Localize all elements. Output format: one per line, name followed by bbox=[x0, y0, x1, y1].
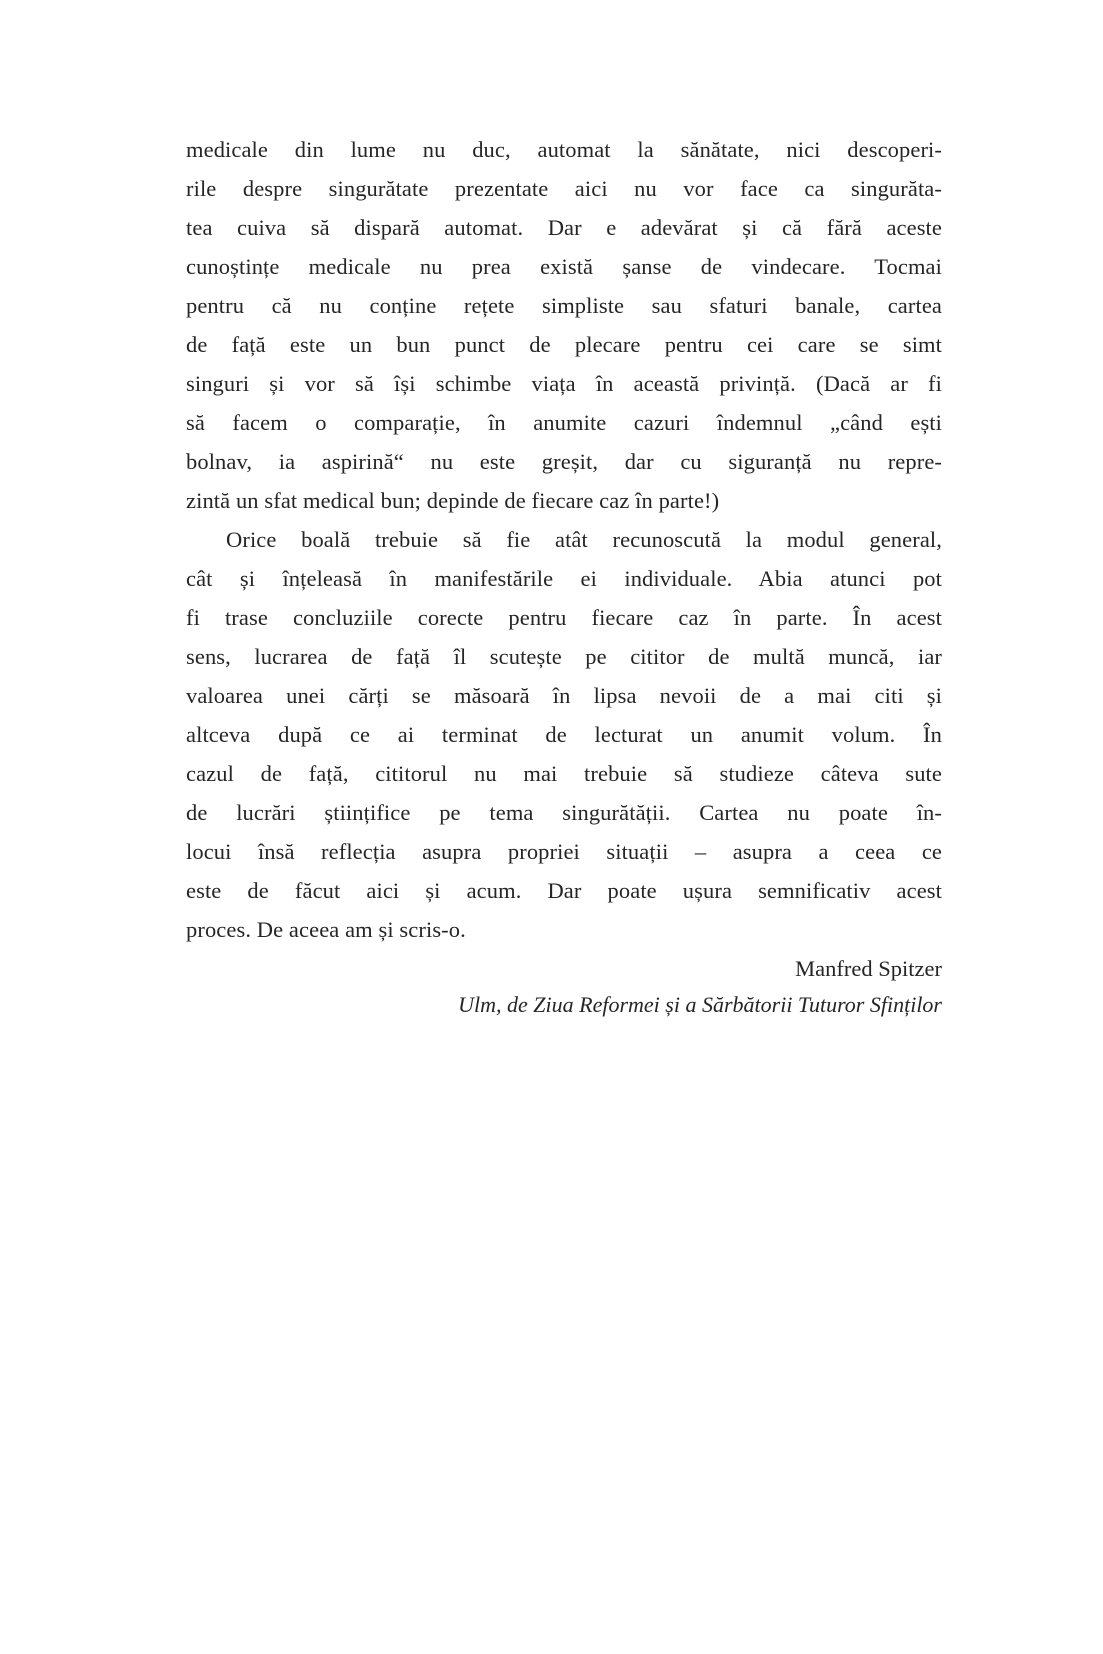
text-line: cât și înțeleasă în manifestările ei individuale. Abia atunci pot bbox=[186, 566, 942, 591]
text-line: bolnav, ia aspirină“ nu este greșit, dar cu siguranță nu repre- bbox=[186, 449, 942, 474]
text-line: fi trase concluziile corecte pentru fiecare caz în parte. În acest bbox=[186, 605, 942, 630]
text-line: valoarea unei cărți se măsoară în lipsa nevoii de a mai citi și bbox=[186, 683, 942, 708]
text-line: sens, lucrarea de față îl scutește pe cititor de multă muncă, iar bbox=[186, 644, 942, 669]
paragraph-continuation bbox=[186, 130, 942, 520]
text-line: tea cuiva să dispară automat. Dar e adevărat și că fără aceste bbox=[186, 215, 942, 240]
text-line: să facem o comparație, în anumite cazuri îndemnul „când ești bbox=[186, 410, 942, 435]
text-line: zintă un sfat medical bun; depinde de fiecare caz în parte!) bbox=[186, 488, 720, 513]
signature-dateline: Ulm, de Ziua Reformei și a Sărbătorii Tuturor Sfinților bbox=[458, 992, 942, 1017]
text-line: locui însă reflecția asupra propriei situații – asupra a ceea ce bbox=[186, 839, 942, 864]
paragraph-body bbox=[186, 520, 942, 949]
page-text-block bbox=[186, 130, 942, 1022]
text-line: Orice boală trebuie să fie atât recunoscută la modul general, bbox=[226, 527, 942, 552]
text-line: pentru că nu conține rețete simpliste sau sfaturi banale, cartea bbox=[186, 293, 942, 318]
text-line: proces. De aceea am și scris-o. bbox=[186, 917, 466, 942]
text-line: altceva după ce ai terminat de lecturat un anumit volum. În bbox=[186, 722, 942, 747]
text-line: medicale din lume nu duc, automat la sănătate, nici descoperi- bbox=[186, 137, 942, 162]
text-line: cunoștințe medicale nu prea există șanse de vindecare. Tocmai bbox=[186, 254, 942, 279]
text-line: este de făcut aici și acum. Dar poate ușura semnificativ acest bbox=[186, 878, 942, 903]
author-signature: Manfred Spitzer bbox=[795, 956, 942, 981]
text-line: singuri și vor să își schimbe viața în această privință. (Dacă ar fi bbox=[186, 371, 942, 396]
text-line: de lucrări științifice pe tema singurătății. Cartea nu poate în- bbox=[186, 800, 942, 825]
text-line: cazul de față, cititorul nu mai trebuie să studieze câteva sute bbox=[186, 761, 942, 786]
signature-block bbox=[186, 950, 942, 1022]
text-line: rile despre singurătate prezentate aici nu vor face ca singurăta- bbox=[186, 176, 942, 201]
text-line: de față este un bun punct de plecare pentru cei care se simt bbox=[186, 332, 942, 357]
